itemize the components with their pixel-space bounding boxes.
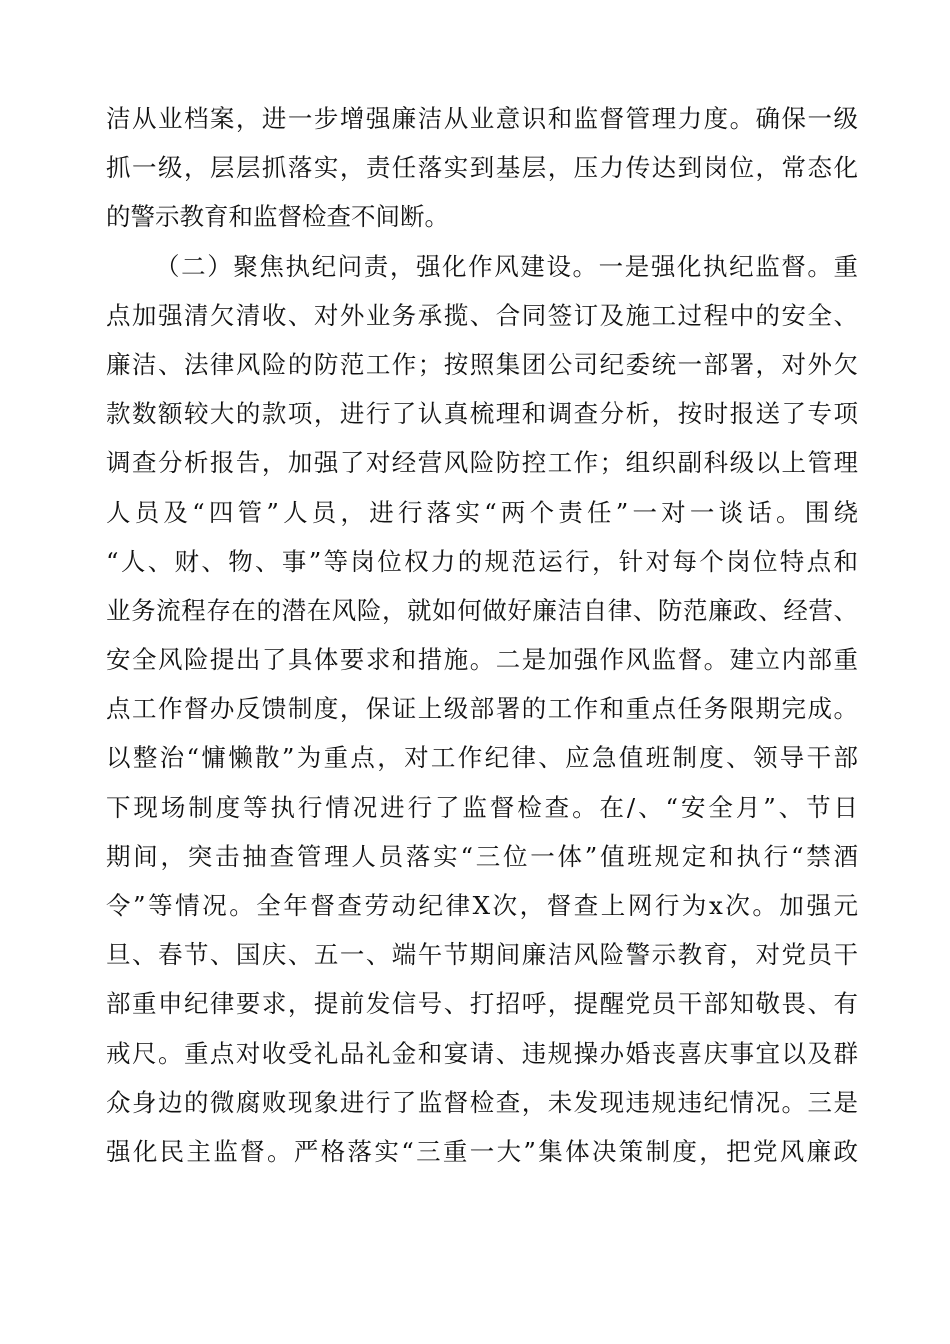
text-line: 下现场制度等执行情况进行了监督检查。在/、“安全月”、节日 [106, 792, 858, 822]
text-line: 抓一级，层层抓落实，责任落实到基层，压力传达到岗位，常态化 [106, 153, 858, 183]
text-line: 人员及“四管”人员，进行落实“两个责任”一对一谈话。围绕 [106, 497, 858, 527]
text-line: 强化民主监督。严格落实“三重一大”集体决策制度，把党风廉政 [106, 1136, 858, 1166]
text-line: 戒尺。重点对收受礼品礼金和宴请、违规操办婚丧喜庆事宜以及群 [106, 1038, 858, 1068]
text-line: 业务流程存在的潜在风险，就如何做好廉洁自律、防范廉政、经营、 [106, 595, 858, 625]
section-heading-line: （二）聚焦执纪问责，强化作风建设。一是强化执纪监督。重 [155, 251, 858, 281]
text-line: 部重申纪律要求，提前发信号、打招呼，提醒党员干部知敬畏、有 [106, 989, 858, 1019]
text-line: 点加强清欠清收、对外业务承揽、合同签订及施工过程中的安全、 [106, 300, 858, 330]
body-text [106, 94, 858, 1176]
text-line: 廉洁、法律风险的防范工作；按照集团公司纪委统一部署，对外欠 [106, 349, 858, 379]
text-line: 以整治“慵懒散”为重点，对工作纪律、应急值班制度、领导干部 [106, 743, 858, 773]
text-line: 调查分析报告，加强了对经营风险防控工作；组织副科级以上管理 [106, 448, 858, 478]
text-line: 令”等情况。全年督查劳动纪律X次，督查上网行为x次。加强元 [106, 891, 858, 920]
text-line: 款数额较大的款项，进行了认真梳理和调查分析，按时报送了专项 [106, 399, 858, 429]
text-line: 旦、春节、国庆、五一、端午节期间廉洁风险警示教育，对党员干 [106, 940, 858, 970]
text-line: 的警示教育和监督检查不间断。 [106, 202, 449, 232]
text-line: 安全风险提出了具体要求和措施。二是加强作风监督。建立内部重 [106, 645, 858, 675]
text-line: 洁从业档案，进一步增强廉洁从业意识和监督管理力度。确保一级 [106, 104, 858, 133]
text-line: “人、财、物、事”等岗位权力的规范运行，针对每个岗位特点和 [106, 546, 858, 576]
text-line: 众身边的微腐败现象进行了监督检查，未发现违规违纪情况。三是 [106, 1087, 858, 1117]
text-line: 期间，突击抽查管理人员落实“三位一体”值班规定和执行“禁酒 [106, 841, 858, 871]
text-line: 点工作督办反馈制度，保证上级部署的工作和重点任务限期完成。 [106, 694, 858, 724]
